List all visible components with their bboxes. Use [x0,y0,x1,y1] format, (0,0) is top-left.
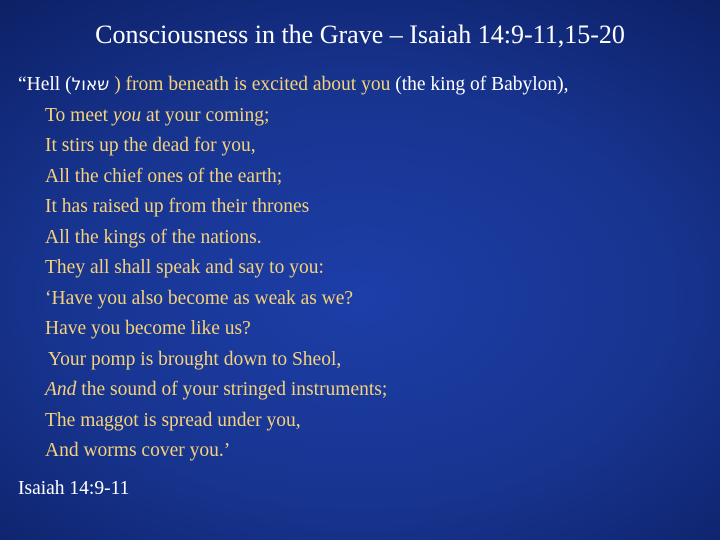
passage-line-2-em: you [112,104,142,126]
passage-line-2-post: at your coming; [141,104,270,126]
passage-line-12: The maggot is spread under you, [45,409,301,431]
passage-line-13: And worms cover you.’ [45,440,231,461]
passage-line-1 [18,70,708,101]
hebrew-word-sheol: שאול [71,75,110,95]
passage-line-9: Have you become like us? [45,318,251,339]
scripture-reference: Isaiah 14:9-11 [18,478,130,499]
slide-title: Consciousness in the Grave – Isaiah 14:9-11,15-20 [95,20,625,49]
passage-line-10: Your pomp is brought down to Sheol, [48,348,342,370]
passage-line-2 [18,101,708,132]
passage-line-7: They all shall speak and say to you: [45,257,324,278]
passage-line-1-aside: (the king of Babylon), [390,74,569,95]
passage-line-2-pre: To meet [45,104,113,126]
passage-line-5: It has raised up from their thrones [45,196,310,217]
passage-line-8: ‘Have you also become as weak as we? [45,287,354,309]
scripture-passage [18,70,708,467]
passage-line-11 [18,375,708,406]
passage-line-3: It stirs up the dead for you, [45,135,256,156]
passage-line-11-em: And [45,379,77,400]
passage-line-1-close: ) from beneath is excited about you [109,74,391,95]
passage-line-4: All the chief ones of the earth; [45,165,283,187]
passage-line-1-open: “Hell ( [18,74,72,95]
passage-line-6: All the kings of the nations. [45,226,262,248]
passage-line-11-post: the sound of your stringed instruments; [76,379,388,400]
